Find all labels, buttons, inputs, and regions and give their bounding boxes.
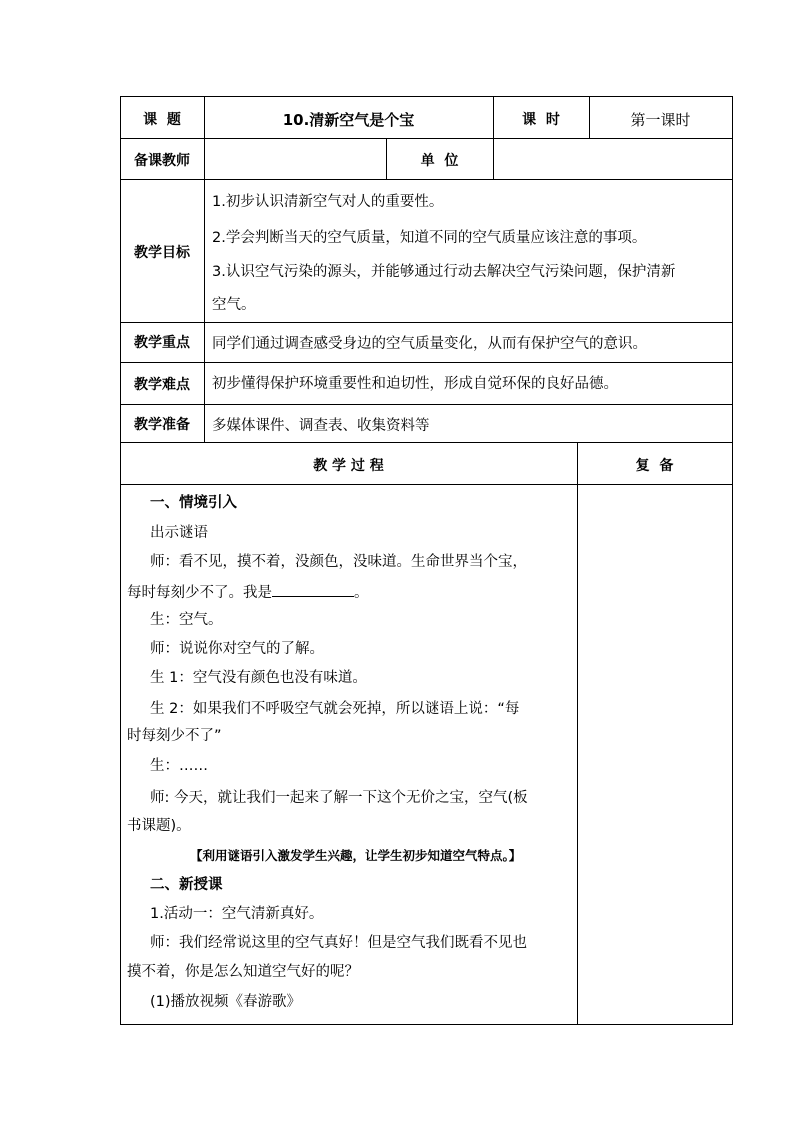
goal-item: 空气。	[212, 297, 256, 313]
process-line: 生 1：空气没有颜色也没有味道。	[150, 670, 367, 686]
col-divider	[577, 442, 578, 1024]
unit-label: 单 位	[420, 153, 459, 169]
process-line: 师：我们经常说这里的空气真好！但是空气我们既看不见也	[150, 935, 527, 951]
preparation-label: 教学准备	[134, 417, 190, 433]
process-line: 摸不着，你是怎么知道空气好的呢？	[127, 964, 359, 980]
process-line: 时每刻少不了”	[127, 728, 222, 744]
row-divider	[120, 442, 733, 443]
row-divider	[120, 138, 733, 139]
process-line: 师: 今天，就让我们一起来了解一下这个无价之宝，空气(板	[150, 790, 528, 806]
row-divider	[120, 179, 733, 180]
period-value: 第一课时	[630, 111, 691, 129]
teacher-label: 备课教师	[134, 153, 190, 169]
row-divider	[120, 322, 733, 323]
process-line: 师：看不见，摸不着，没颜色，没味道。生命世界当个宝，	[150, 554, 527, 570]
table-border-bottom	[120, 1024, 733, 1025]
process-header: 教 学 过 程	[313, 458, 384, 474]
process-note: 【利用谜语引入激发学生兴趣，让学生初步知道空气特点。】	[190, 848, 522, 863]
table-border-top	[120, 96, 733, 97]
topic-value: 10.清新空气是个宝	[282, 111, 415, 129]
goal-item: 3.认识空气污染的源头，并能够通过行动去解决空气污染问题，保护清新	[212, 264, 676, 280]
section-title: 一、情境引入	[150, 495, 237, 511]
row-divider	[120, 484, 733, 485]
col-divider	[493, 138, 494, 179]
section-title: 二、新授课	[150, 877, 223, 893]
process-line: 书课题)。	[127, 818, 191, 834]
col-divider	[204, 96, 205, 442]
goals-label: 教学目标	[134, 245, 190, 261]
process-line: 1.活动一：空气清新真好。	[150, 906, 324, 922]
process-line-end: 。	[354, 585, 369, 601]
process-line	[127, 582, 369, 603]
table-border-left	[120, 96, 121, 1025]
answer-blank	[272, 582, 354, 597]
key-points-value: 同学们通过调查感受身边的空气质量变化，从而有保护空气的意识。	[212, 336, 647, 352]
process-line-text: 每时每刻少不了。我是	[127, 585, 272, 601]
key-points-label: 教学重点	[134, 335, 190, 351]
process-line: 生 2：如果我们不呼吸空气就会死掉，所以谜语上说：“每	[150, 701, 520, 717]
process-line: 师：说说你对空气的了解。	[150, 641, 324, 657]
goal-item: 1.初步认识清新空气对人的重要性。	[212, 194, 444, 210]
row-divider	[120, 362, 733, 363]
process-line: 出示谜语	[150, 525, 208, 541]
review-header: 复 备	[635, 458, 674, 474]
goal-item: 2.学会判断当天的空气质量，知道不同的空气质量应该注意的事项。	[212, 230, 647, 246]
preparation-value: 多媒体课件、调查表、收集资料等	[212, 418, 430, 434]
process-line: 生：……	[150, 758, 208, 774]
topic-label: 课 题	[143, 112, 181, 128]
table-border-right	[732, 96, 733, 1025]
difficulties-label: 教学难点	[134, 377, 190, 393]
row-divider	[120, 404, 733, 405]
process-line: (1)播放视频《春游歌》	[150, 994, 302, 1010]
period-label: 课 时	[522, 112, 560, 128]
difficulties-value: 初步懂得保护环境重要性和迫切性，形成自觉环保的良好品德。	[212, 376, 618, 392]
process-line: 生：空气。	[150, 612, 223, 628]
